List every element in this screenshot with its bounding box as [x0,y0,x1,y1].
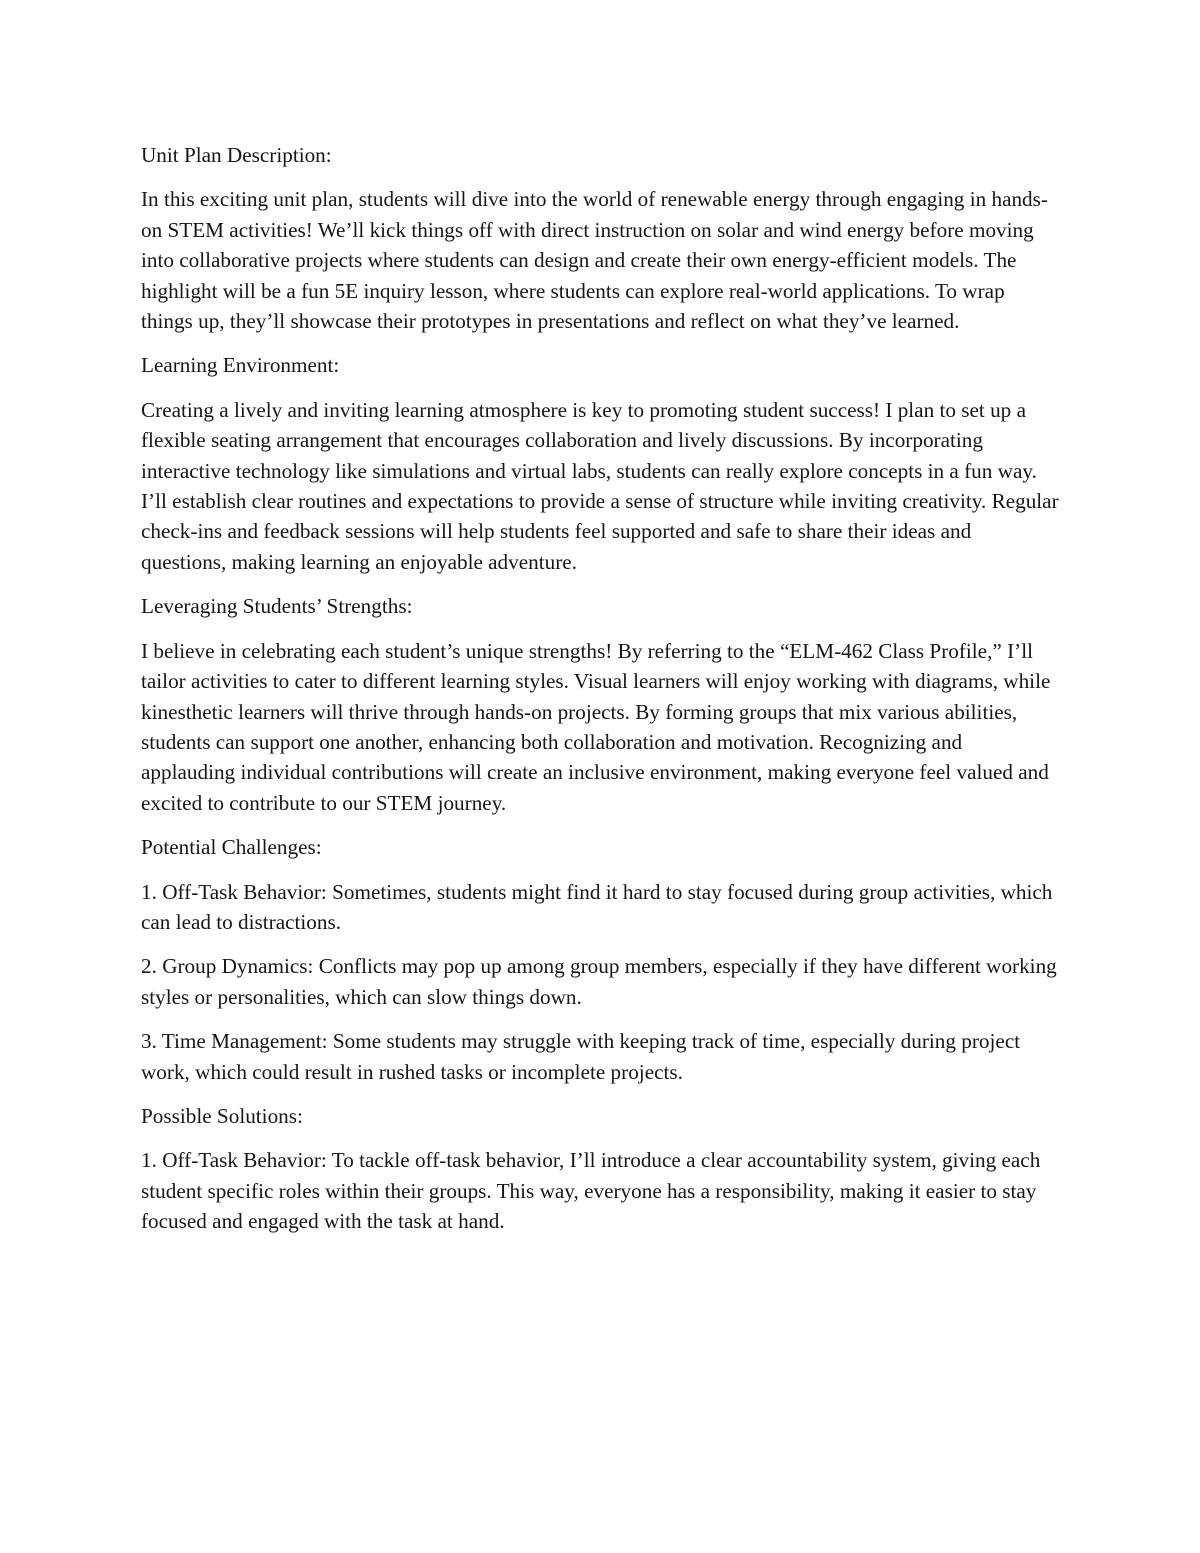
paragraph-leveraging-strengths: I believe in celebrating each student’s unique strengths! By referring to the “ELM-462 Class Profile,” I’ll tailor activities to cater to different learning styles. Visual learners will enjoy working with diagrams, while kinesthetic learners will thrive through hands-on projects. By forming groups that mix various abilities, students can support one another, enhancing both collaboration and motivation. Recognizing and applauding individual contributions will create an inclusive environment, making everyone feel valued and excited to contribute to our STEM journey. [141,638,1051,815]
paragraph-unit-plan-description: In this exciting unit plan, students will dive into the world of renewable energy through engaging in hands-on STEM activities! We’ll kick things off with direct instruction on solar and wind energy before moving into collaborative projects where students can design and create their own energy-efficient models. The highlight will be a fun 5E inquiry lesson, where students can explore real-world applications. To wrap things up, they’ll showcase their prototypes in presentations and reflect on what they’ve learned. [141,187,1048,334]
challenge-item-off-task: 1. Off-Task Behavior: Sometimes, students might find it hard to stay focused during group activities, which can lead to distractions. [141,879,1053,934]
document-body [141,140,1061,1251]
heading-unit-plan-description: Unit Plan Description: [141,143,332,167]
heading-leveraging-strengths: Leveraging Students’ Strengths: [141,594,413,619]
challenge-item-time-management: 3. Time Management: Some students may struggle with keeping track of time, especially during project work, which could result in rushed tasks or incomplete projects. [141,1029,1021,1084]
challenge-item-group-dynamics: 2. Group Dynamics: Conflicts may pop up among group members, especially if they have different working styles or personalities, which can slow things down. [141,954,1057,1009]
paragraph-learning-environment: Creating a lively and inviting learning atmosphere is key to promoting student success! I plan to set up a flexible seating arrangement that encourages collaboration and lively discussions. By incorporating interactive technology like simulations and virtual labs, students can really explore concepts in a fun way. I’ll establish clear routines and expectations to provide a sense of structure while inviting creativity. Regular check-ins and feedback sessions will help students feel supported and safe to share their ideas and questions, making learning an enjoyable adventure. [141,397,1059,574]
heading-potential-challenges: Potential Challenges: [141,835,322,860]
heading-learning-environment: Learning Environment: [141,353,340,378]
solution-item-off-task: 1. Off-Task Behavior: To tackle off-task behavior, I’ll introduce a clear accountability system, giving each student specific roles within their groups. This way, everyone has a responsibility, making it easier to stay focused and engaged with the task at hand. [141,1148,1041,1234]
heading-possible-solutions: Possible Solutions: [141,1103,303,1128]
